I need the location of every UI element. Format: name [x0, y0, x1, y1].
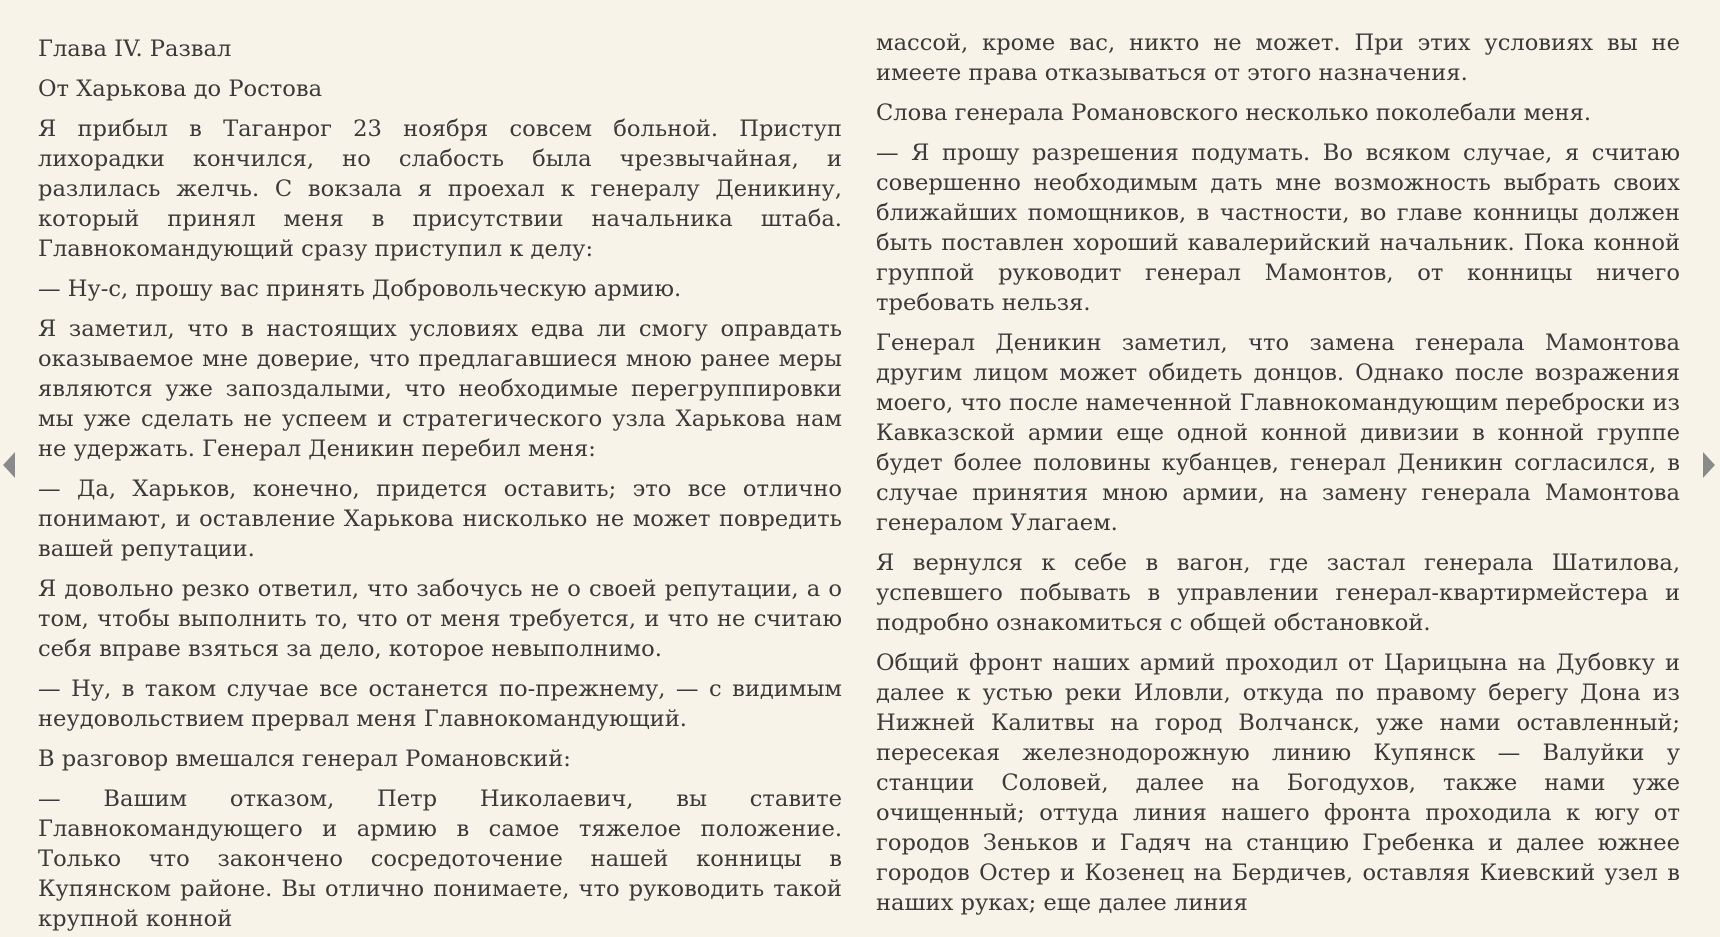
paragraph: Слова генерала Романовского несколько поколебали меня. [876, 100, 1592, 126]
paragraph: Я заметил, что в настоящих условиях едва ли смогу оправдать оказываемое мне доверие, что предлагавшиеся мною ранее меры являются уже запоздалыми, что необходимые перегруппировки мы уже сделать не успеем и стратегического узла Харькова нам не удержать. Генерал Деникин перебил меня: [38, 316, 842, 462]
section-title: От Харькова до Ростова [38, 76, 323, 102]
paragraph: Я вернулся к себе в вагон, где застал генерала Шатилова, успевшего побывать в управлении генерал-квартирмейстера и подробно ознакомиться с общей обстановкой. [876, 550, 1680, 636]
paragraph: Общий фронт наших армий проходил от Царицына на Дубовку и далее к устью реки Иловли, откуда по правому берегу Дона из Нижней Калитвы на город Волчанск, уже нами оставленный; пересекая железнодорожную линию Купянск — Валуйки у станции Соловей, далее на Богодухов, также нами уже очищенный; оттуда линия нашего фронта проходила к югу от городов Зеньков и Гадяч на станцию Гребенка и далее южнее городов Остер и Козенец на Бердичев, оставляя Киевский узел в наших руках; еще далее линия [876, 650, 1680, 916]
paragraph: Я прибыл в Таганрог 23 ноября совсем больной. Приступ лихорадки кончился, но слабость была чрезвычайная, и разлилась желчь. С вокзала я проехал к генералу Деникину, который принял меня в присутствии начальника штаба. Главнокомандующий сразу приступил к делу: [38, 116, 842, 262]
paragraph: — Да, Харьков, конечно, придется оставить; это все отлично понимают, и оставление Харькова нисколько не может повредить вашей репутации. [38, 476, 842, 562]
previous-page-icon[interactable] [3, 452, 15, 478]
paragraph: Генерал Деникин заметил, что замена генерала Мамонтова другим лицом может обидеть донцов. Однако после возражения моего, что после намеченной Главнокомандующим переброски из Кавказской армии еще одной конной дивизии в конной группе будет более половины кубанцев, генерал Деникин согласился, в случае принятия мною армии, на замену генерала Мамонтова генералом Улагаем. [876, 330, 1680, 536]
paragraph: Я довольно резко ответил, что забочусь не о своей репутации, а о том, чтобы выполнить то, что от меня требуется, и что не считаю себя вправе взяться за дело, которое невыполнимо. [38, 576, 842, 662]
paragraph: — Я прошу разрешения подумать. Во всяком случае, я считаю совершенно необходимым дать мне возможность выбрать своих ближайших помощников, в частности, во главе конницы должен быть поставлен хороший кавалерийский начальник. Пока конной группой руководит генерал Мамонтов, от конницы ничего требовать нельзя. [876, 140, 1680, 316]
paragraph: — Вашим отказом, Петр Николаевич, вы ставите Главнокомандующего и армию в самое тяжелое положение. Только что закончено сосредоточение нашей конницы в Купянском районе. Вы отлично понимаете, что руководить такой крупной конной [38, 786, 842, 932]
paragraph: — Ну, в таком случае все останется по-прежнему, — с видимым неудовольствием прервал меня Главнокомандующий. [38, 676, 842, 732]
right-page-column [876, 28, 1680, 928]
left-page-column [38, 34, 842, 937]
chapter-title: Глава IV. Развал [38, 36, 232, 62]
paragraph: — Ну-с, прошу вас принять Добровольческую армию. [38, 276, 682, 302]
paragraph: В разговор вмешался генерал Романовский: [38, 746, 571, 772]
paragraph: массой, кроме вас, никто не может. При этих условиях вы не имеете права отказываться от этого назначения. [876, 30, 1680, 86]
next-page-icon[interactable] [1703, 452, 1715, 478]
